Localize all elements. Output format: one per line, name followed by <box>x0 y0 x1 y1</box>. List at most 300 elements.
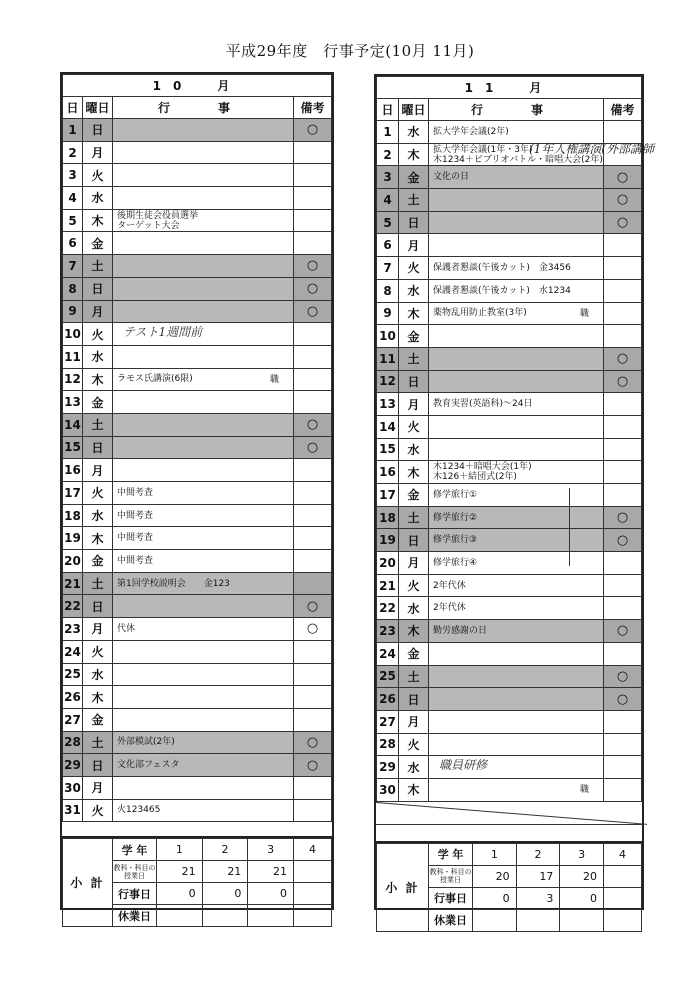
weekday: 日 <box>83 119 113 142</box>
table-row <box>377 506 642 529</box>
weekday: 金 <box>399 325 429 348</box>
table-row <box>63 255 332 278</box>
event-text: ラモス氏講演(6限) <box>117 374 193 385</box>
event-cell <box>113 686 294 709</box>
weekday: 日 <box>399 370 429 393</box>
holiday-mark: ○ <box>293 413 331 436</box>
event-cell <box>429 688 604 711</box>
table-row <box>63 164 332 187</box>
holiday-mark: ○ <box>603 665 641 688</box>
day-number: 23 <box>377 620 399 643</box>
holiday-mark: ○ <box>603 529 641 552</box>
table-row <box>377 574 642 597</box>
event-cell <box>113 164 294 187</box>
table-row <box>377 461 642 484</box>
weekday: 土 <box>399 189 429 212</box>
event-cell <box>113 731 294 754</box>
grade-2: 2 <box>516 843 560 865</box>
day-number: 10 <box>377 325 399 348</box>
weekday: 木 <box>83 368 113 391</box>
weekday: 水 <box>83 504 113 527</box>
holiday-3 <box>560 909 604 931</box>
table-row <box>377 438 642 461</box>
holiday-mark <box>293 686 331 709</box>
event-cell <box>113 799 294 822</box>
weekday: 月 <box>83 459 113 482</box>
event-cell <box>429 574 604 597</box>
day-number: 19 <box>63 527 83 550</box>
event-cell <box>429 302 604 325</box>
table-row <box>377 211 642 234</box>
weekday: 水 <box>399 121 429 144</box>
table-row <box>377 143 642 166</box>
table-row <box>377 756 642 779</box>
holiday-mark: ○ <box>293 618 331 641</box>
day-number: 15 <box>63 436 83 459</box>
event-cell <box>429 370 604 393</box>
event-text: 保護者懇談(午後カット) 金3456 <box>433 262 571 273</box>
day-number: 20 <box>377 552 399 575</box>
event-text: 中間考査 <box>117 555 154 566</box>
holiday-mark: ○ <box>603 688 641 711</box>
holiday-mark <box>603 121 641 144</box>
weekday: 火 <box>399 415 429 438</box>
month-label: 11 月 <box>377 77 642 99</box>
weekday: 土 <box>83 572 113 595</box>
event-cell <box>113 776 294 799</box>
table-row <box>377 121 642 144</box>
day-number: 7 <box>377 257 399 280</box>
holiday-mark: ○ <box>603 370 641 393</box>
weekday: 水 <box>399 597 429 620</box>
subtotal-label: 小 計 <box>63 839 113 927</box>
grade-2: 2 <box>202 839 248 861</box>
event-cell <box>429 234 604 257</box>
event-cell <box>429 211 604 234</box>
holiday-mark <box>603 484 641 507</box>
day-number: 21 <box>63 572 83 595</box>
grade-4: 4 <box>604 843 642 865</box>
holiday-label: 休業日 <box>113 905 157 927</box>
holiday-mark <box>603 325 641 348</box>
weekday: 金 <box>399 484 429 507</box>
event-cell <box>429 506 604 529</box>
weekday: 水 <box>399 279 429 302</box>
event-text: 中間考査 <box>117 533 154 544</box>
weekday: 金 <box>83 550 113 573</box>
table-row <box>63 232 332 255</box>
table-row <box>63 368 332 391</box>
holiday-mark <box>293 164 331 187</box>
events-header: 行 事 <box>429 99 604 121</box>
notes-header: 備考 <box>293 97 331 119</box>
event-cell <box>113 300 294 323</box>
day-number: 15 <box>377 438 399 461</box>
weekday: 金 <box>83 708 113 731</box>
event-text-2: ターゲット大会 <box>117 220 180 231</box>
day-number: 14 <box>63 413 83 436</box>
holiday-mark: ○ <box>603 211 641 234</box>
event-text: 第1回学校説明会 金123 <box>117 578 230 589</box>
event-cell <box>113 119 294 142</box>
table-row <box>377 665 642 688</box>
holiday-mark <box>293 209 331 232</box>
holiday-mark: ○ <box>293 754 331 777</box>
holiday-mark <box>603 733 641 756</box>
holiday-4 <box>604 909 642 931</box>
holiday-mark <box>603 461 641 484</box>
day-number: 11 <box>63 345 83 368</box>
grade-label: 学 年 <box>113 839 157 861</box>
table-row <box>377 778 642 801</box>
event-text: 2年代休 <box>433 603 466 614</box>
event-days-2: 3 <box>516 887 560 909</box>
event-text: 2年代休 <box>433 580 466 591</box>
event-text: 拡大学年会議(1年・3年) <box>433 144 533 155</box>
table-row <box>63 776 332 799</box>
october-calendar <box>60 72 334 923</box>
notes-header: 備考 <box>603 99 641 121</box>
table-row <box>63 686 332 709</box>
table-row <box>63 708 332 731</box>
month-label: 10 月 <box>63 75 332 97</box>
holiday-mark: ○ <box>293 277 331 300</box>
table-row <box>377 642 642 665</box>
event-cell <box>113 187 294 210</box>
staff-mark: 職 <box>579 308 589 319</box>
event-cell <box>429 189 604 212</box>
weekday: 火 <box>399 257 429 280</box>
day-header: 日 <box>63 97 83 119</box>
weekday: 金 <box>399 166 429 189</box>
table-row <box>63 459 332 482</box>
class-days-3: 21 <box>248 861 294 883</box>
event-cell <box>113 482 294 505</box>
event-text: 火123465 <box>117 805 161 816</box>
class-days-2: 17 <box>516 865 560 887</box>
day-number: 12 <box>63 368 83 391</box>
event-text-2: 木1234＋ビブリオバトル・暗唱大会(2年) <box>433 154 603 165</box>
staff-mark: 職 <box>269 374 279 385</box>
november-calendar <box>374 74 654 928</box>
class-days-label: 教科・科目の授業日 <box>429 865 473 887</box>
grade-1: 1 <box>157 839 203 861</box>
day-number: 26 <box>63 686 83 709</box>
event-text: 中間考査 <box>117 487 154 498</box>
event-cell <box>429 597 604 620</box>
event-cell <box>113 640 294 663</box>
weekday: 木 <box>399 620 429 643</box>
holiday-mark <box>293 663 331 686</box>
event-cell <box>429 665 604 688</box>
subtotal-label: 小 計 <box>377 843 429 931</box>
day-number: 30 <box>377 778 399 801</box>
event-text: 中間考査 <box>117 510 154 521</box>
holiday-mark <box>603 756 641 779</box>
holiday-mark: ○ <box>603 189 641 212</box>
holiday-mark <box>293 708 331 731</box>
day-number: 4 <box>63 187 83 210</box>
event-cell <box>113 663 294 686</box>
weekday: 日 <box>83 436 113 459</box>
day-number: 28 <box>377 733 399 756</box>
table-row <box>63 141 332 164</box>
day-number: 8 <box>63 277 83 300</box>
november-summary <box>376 841 642 932</box>
holiday-mark: ○ <box>603 620 641 643</box>
table-row <box>377 234 642 257</box>
holiday-mark: ○ <box>603 506 641 529</box>
weekday: 木 <box>399 302 429 325</box>
table-row <box>63 527 332 550</box>
day-number: 13 <box>63 391 83 414</box>
event-text: 保護者懇談(午後カット) 水1234 <box>433 285 571 296</box>
event-cell <box>429 529 604 552</box>
holiday-mark <box>293 504 331 527</box>
holiday-mark <box>603 438 641 461</box>
holiday-4 <box>294 905 332 927</box>
weekday: 木 <box>399 778 429 801</box>
table-row <box>377 710 642 733</box>
event-text: 代休 <box>117 623 136 634</box>
day-number: 12 <box>377 370 399 393</box>
event-cell <box>113 209 294 232</box>
table-row <box>63 618 332 641</box>
day-number: 22 <box>377 597 399 620</box>
day-number: 13 <box>377 393 399 416</box>
day-number: 25 <box>63 663 83 686</box>
holiday-mark: ○ <box>603 347 641 370</box>
november-table <box>376 76 654 802</box>
day-number: 3 <box>377 166 399 189</box>
event-text: 修学旅行① <box>433 489 478 500</box>
holiday-2 <box>516 909 560 931</box>
event-cell <box>429 438 604 461</box>
event-cell <box>429 121 604 144</box>
staff-mark: 職 <box>579 784 589 795</box>
weekday: 土 <box>83 413 113 436</box>
holiday-mark <box>293 527 331 550</box>
table-row <box>63 640 332 663</box>
class-days-4 <box>294 861 332 883</box>
event-cell <box>429 279 604 302</box>
weekday: 水 <box>83 187 113 210</box>
event-cell <box>429 552 604 575</box>
weekday: 日 <box>83 754 113 777</box>
table-row <box>377 620 642 643</box>
page-title: 平成29年度 行事予定(10月 11月) <box>225 42 475 60</box>
empty-diagonal-area <box>376 802 642 825</box>
day-number: 4 <box>377 189 399 212</box>
event-cell <box>113 572 294 595</box>
table-row <box>63 595 332 618</box>
day-number: 25 <box>377 665 399 688</box>
day-number: 26 <box>377 688 399 711</box>
events-header: 行 事 <box>113 97 294 119</box>
table-row <box>377 484 642 507</box>
event-days-1: 0 <box>473 887 517 909</box>
weekday: 火 <box>399 574 429 597</box>
event-days-label: 行事日 <box>113 883 157 905</box>
grade-1: 1 <box>473 843 517 865</box>
holiday-mark <box>293 640 331 663</box>
event-cell <box>429 484 604 507</box>
day-header: 日 <box>377 99 399 121</box>
table-row <box>63 300 332 323</box>
weekday: 土 <box>399 506 429 529</box>
weekday: 火 <box>83 323 113 346</box>
holiday-mark: ○ <box>293 731 331 754</box>
event-cell <box>429 347 604 370</box>
table-row <box>377 552 642 575</box>
holiday-mark <box>293 482 331 505</box>
event-days-4 <box>604 887 642 909</box>
event-days-3: 0 <box>248 883 294 905</box>
event-cell <box>429 166 604 189</box>
weekday: 木 <box>399 461 429 484</box>
event-text: 文化の日 <box>433 172 470 183</box>
event-text: 修学旅行④ <box>433 557 478 568</box>
weekday-header: 曜日 <box>83 97 113 119</box>
table-row <box>377 279 642 302</box>
weekday: 木 <box>399 143 429 166</box>
event-text: 後期生徒会役員選挙 <box>117 210 199 221</box>
table-row <box>377 393 642 416</box>
weekday: 火 <box>83 799 113 822</box>
table-row <box>377 688 642 711</box>
event-cell <box>113 368 294 391</box>
event-text: 勤労感謝の日 <box>433 625 488 636</box>
table-row <box>377 370 642 393</box>
holiday-mark <box>603 234 641 257</box>
day-number: 21 <box>377 574 399 597</box>
event-cell <box>113 595 294 618</box>
day-number: 6 <box>377 234 399 257</box>
day-number: 23 <box>63 618 83 641</box>
weekday: 日 <box>83 595 113 618</box>
table-row <box>63 119 332 142</box>
event-cell <box>113 527 294 550</box>
weekday: 月 <box>83 300 113 323</box>
event-text: 拡大学年会議(2年) <box>433 126 509 137</box>
weekday: 月 <box>399 234 429 257</box>
weekday: 火 <box>399 733 429 756</box>
event-cell <box>113 232 294 255</box>
class-days-label: 教科・科目の授業日 <box>113 861 157 883</box>
weekday: 水 <box>83 663 113 686</box>
weekday: 土 <box>399 665 429 688</box>
weekday: 金 <box>83 232 113 255</box>
day-number: 11 <box>377 347 399 370</box>
event-cell <box>429 778 604 801</box>
table-row <box>377 415 642 438</box>
day-number: 28 <box>63 731 83 754</box>
table-row <box>63 436 332 459</box>
holiday-mark <box>603 279 641 302</box>
day-number: 14 <box>377 415 399 438</box>
holiday-mark: ○ <box>293 119 331 142</box>
day-number: 27 <box>377 710 399 733</box>
table-row <box>63 345 332 368</box>
event-cell <box>429 620 604 643</box>
weekday: 木 <box>83 527 113 550</box>
day-number: 17 <box>377 484 399 507</box>
weekday: 日 <box>83 277 113 300</box>
event-cell <box>113 459 294 482</box>
holiday-mark: ○ <box>293 300 331 323</box>
weekday: 木 <box>83 686 113 709</box>
holiday-mark: ○ <box>293 255 331 278</box>
table-row <box>377 189 642 212</box>
holiday-mark <box>603 415 641 438</box>
holiday-2 <box>202 905 248 927</box>
grade-label: 学 年 <box>429 843 473 865</box>
event-text: 薬物乱用防止教室(3年) <box>433 308 527 319</box>
event-days-4 <box>294 883 332 905</box>
day-number: 3 <box>63 164 83 187</box>
event-text-2: 木126＋結団式(2年) <box>433 472 517 483</box>
event-days-label: 行事日 <box>429 887 473 909</box>
weekday: 火 <box>83 482 113 505</box>
holiday-mark: ○ <box>293 595 331 618</box>
day-number: 16 <box>377 461 399 484</box>
holiday-mark <box>603 302 641 325</box>
handwritten-note: 職員研修 <box>439 758 488 773</box>
event-cell <box>429 710 604 733</box>
table-row <box>63 504 332 527</box>
weekday: 月 <box>83 141 113 164</box>
event-cell <box>429 415 604 438</box>
day-number: 10 <box>63 323 83 346</box>
table-row <box>63 277 332 300</box>
holiday-mark <box>293 323 331 346</box>
table-row <box>63 209 332 232</box>
event-cell <box>113 708 294 731</box>
holiday-mark: ○ <box>293 436 331 459</box>
event-cell <box>113 413 294 436</box>
table-row <box>63 550 332 573</box>
day-number: 16 <box>63 459 83 482</box>
holiday-mark <box>293 141 331 164</box>
weekday: 日 <box>399 529 429 552</box>
event-text: 文化部フェスタ <box>117 760 180 771</box>
event-text: 外部模試(2年) <box>117 737 175 748</box>
weekday: 土 <box>399 347 429 370</box>
event-cell <box>429 642 604 665</box>
holiday-mark <box>603 257 641 280</box>
holiday-mark <box>603 552 641 575</box>
day-number: 1 <box>377 121 399 144</box>
event-days-3: 0 <box>560 887 604 909</box>
day-number: 22 <box>63 595 83 618</box>
table-row <box>377 597 642 620</box>
table-row <box>63 731 332 754</box>
day-number: 24 <box>377 642 399 665</box>
weekday: 月 <box>399 552 429 575</box>
table-row <box>377 166 642 189</box>
class-days-2: 21 <box>202 861 248 883</box>
table-row <box>63 187 332 210</box>
day-number: 2 <box>63 141 83 164</box>
holiday-mark <box>603 597 641 620</box>
event-days-2: 0 <box>202 883 248 905</box>
holiday-mark <box>293 776 331 799</box>
grade-3: 3 <box>560 843 604 865</box>
class-days-4 <box>604 865 642 887</box>
table-row <box>63 482 332 505</box>
grade-4: 4 <box>294 839 332 861</box>
day-number: 29 <box>377 756 399 779</box>
